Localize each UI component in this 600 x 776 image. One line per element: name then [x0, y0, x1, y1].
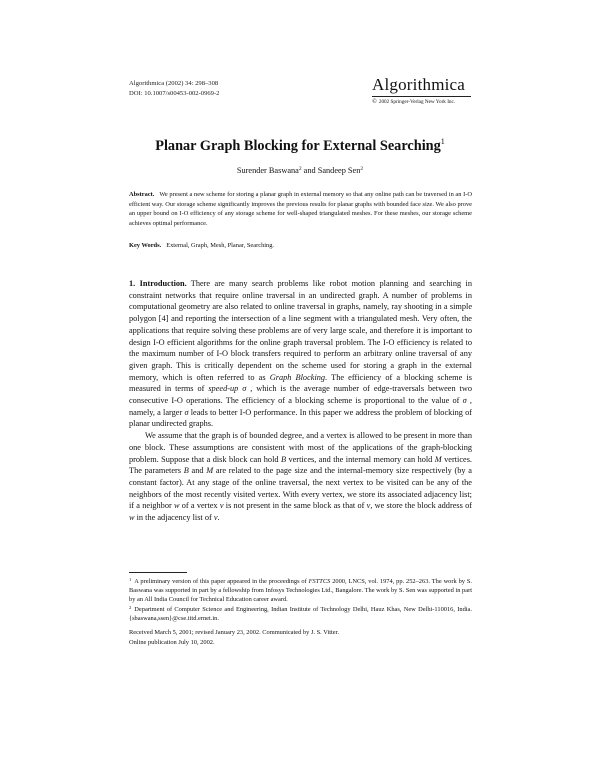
text-run: , we store the block address of [370, 501, 473, 511]
footnote-2 [129, 605, 472, 623]
abstract-label: Abstract. [129, 191, 155, 198]
text-run: and [188, 466, 207, 476]
text-run: , which is the average number of edge-traversals between two consecutive I-O operations. The efficiency of a blocking scheme is proportional to the value of [129, 384, 472, 406]
math-sigma: σ [238, 384, 247, 394]
text-run: There are many search problems like robot motion planning and searching in constraint networks that require online traversal in an undirected graph. A number of problems in computational geometry are also related to online traversal in graphs, namely, ray shooting in a simple polygon [4] and reporting the intersection of a line segment with a triangulated mesh. Very often, the applications that require solving these problems are of very large scale, and therefore it is important to design I-O efficient algorithms for the online graph traversal problem. The I-O efficiency is related to the maximum number of I-O block transfers required to perform an arbitrary online traversal of any given graph. This is critically dependent on the scheme used for storing a graph in the external memory, which is often referred to as [129, 279, 472, 382]
copyright-line [372, 98, 472, 106]
masthead-rule [372, 96, 471, 97]
body-paragraph [129, 278, 472, 430]
footnote-mark: 1 [129, 577, 132, 582]
keywords-label: Key Words. [129, 242, 162, 249]
section-introduction [129, 278, 472, 524]
author-baswana: Surender Baswana [236, 166, 299, 175]
received-line: Received March 5, 2001; revised January 23, 2002. Communicated by J. S. Vitter. [129, 629, 339, 636]
copyright-icon: © [372, 98, 377, 105]
math-var-b: B [280, 454, 287, 464]
math-var-w: w [129, 513, 135, 523]
text-run: . The efficiency of a blocking scheme is measured in terms of [129, 372, 472, 394]
doi-line: DOI: 10.1007/s00453-002-0969-2 [129, 90, 220, 97]
keywords-text: External, Graph, Mesh, Planar, Searching. [166, 242, 275, 249]
text-run: . [217, 513, 220, 523]
text-run: A preliminary version of this paper appeared in the proceedings of [134, 578, 309, 585]
footnote-rule [129, 572, 187, 573]
abstract [129, 190, 472, 229]
text-run: 2000, LNCS, vol. 1974, pp. 252–263. The work by S. Baswana was supported in part by a fellowship from Infosys Technologies Ltd., Bangalore. The work by S. Sen was supported in part by an All India Council for Technical Education career award. [129, 578, 472, 604]
footnote-mark: 2 [129, 604, 132, 610]
math-sigma: σ [462, 396, 467, 406]
math-var-m: M [206, 466, 214, 476]
text-run: of a vertex [179, 501, 220, 511]
emphasis-graph-blocking: Graph Blocking [269, 372, 326, 382]
text-run: are related to the page size and the internal-memory size respectively (by a constant factor). At any stage of the online traversal, the next vertex to be visited can be any of the neighbors of the most recently visited vertex. With every vertex, we store its associated adjacency list; if a neighbor [129, 466, 472, 511]
paper-title [0, 137, 600, 155]
author-affiliation-mark: 2 [360, 166, 364, 172]
online-publication-line: Online publication July 10, 2002. [129, 639, 215, 646]
emphasis-speed-up: speed-up [208, 384, 239, 394]
author-affiliation-mark: 2 [298, 166, 302, 172]
footnotes [129, 577, 472, 623]
keywords [129, 241, 472, 251]
text-run: is not present in the same block as that of [223, 501, 367, 511]
text-run: vertices, and the internal memory can hold [286, 454, 435, 464]
text-run: in the adjacency list of [134, 513, 214, 523]
text-run: Department of Computer Science and Engineering, Indian Institute of Technology Delhi, Hauz Khas, New Delhi-110016, India. {sbaswana,ssen}@cse.iitd.ernet.in. [129, 605, 472, 622]
math-var-b: B [183, 466, 189, 476]
emphasis-fsttcs: FSTTCS [308, 578, 331, 585]
title-text: Planar Graph Blocking for External Searching [155, 138, 441, 154]
math-var-v: v [213, 513, 218, 523]
footnote-1 [129, 577, 472, 605]
title-footnote-mark: 1 [440, 137, 445, 146]
journal-masthead [372, 75, 472, 106]
text-run: leads to better I-O performance. In this paper we address the problem of blocking of planar undirected graphs. [129, 407, 472, 429]
journal-name: Algorithmica [372, 75, 466, 94]
text-run: vertices. The parameters [129, 454, 472, 476]
math-sigma: σ [184, 407, 189, 417]
math-var-w: w [173, 501, 180, 511]
citation-line: Algorithmica (2002) 34: 298–308 [129, 80, 219, 87]
math-var-v: v [219, 501, 224, 511]
copyright-text: 2002 Springer-Verlag New York Inc. [378, 99, 456, 105]
body-paragraph [129, 430, 472, 524]
math-var-v: v [366, 501, 371, 511]
section-heading: 1. Introduction. [129, 279, 187, 288]
text-run: , namely, a larger [129, 396, 472, 417]
math-var-m: M [434, 454, 442, 464]
author-line [0, 165, 600, 177]
author-conjunction: and [301, 166, 318, 175]
abstract-text: We present a new scheme for storing a planar graph in external memory so that any online path can be traversed in an I-O efficient way. Our storage scheme significantly improves the previous results for planar graphs with bounded face size. We also prove an upper bound on I-O efficiency of any storage scheme for well-shaped triangulated meshes. For these meshes, our storage scheme achieves optimal performance. [129, 191, 472, 228]
text-run: We assume that the graph is of bounded degree, and a vertex is allowed to be present in more than one block. These assumptions are consistent with most of the applications of the graph-blocking problem. Suppose that a disk block can hold [129, 431, 472, 464]
publication-history [129, 628, 472, 648]
citation-block [129, 79, 219, 99]
author-sen: Sandeep Sen [317, 166, 361, 175]
